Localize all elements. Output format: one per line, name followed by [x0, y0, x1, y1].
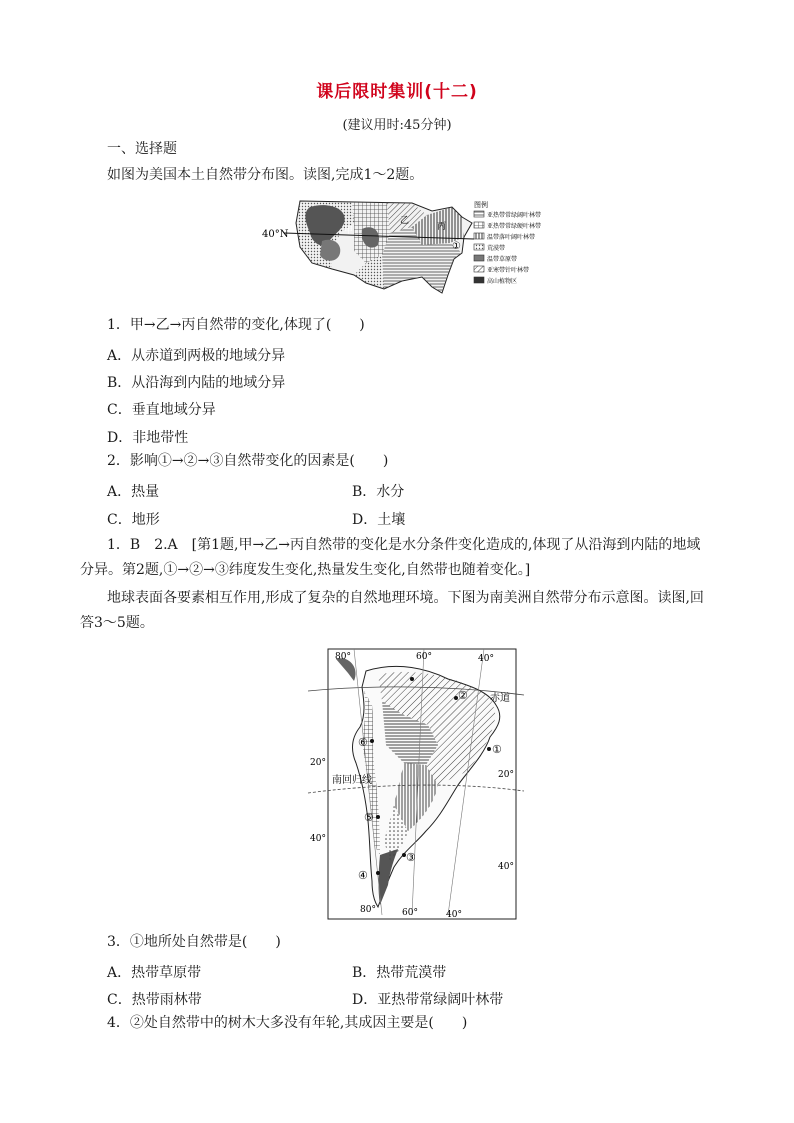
- question-3-stem: 3．①地所处自然带是( ): [107, 934, 281, 950]
- map2-marker-4: ④: [358, 869, 368, 882]
- map1-legend-item-6: 亚寒带针叶林带: [487, 267, 530, 274]
- question-1-option-a: A．从赤道到两极的地域分异: [107, 348, 286, 364]
- section-heading: 一、选择题: [107, 141, 177, 157]
- question-2-option-c: C．地形: [107, 512, 160, 528]
- question-3-option-a: A．热带草原带: [107, 965, 202, 981]
- page-subtitle: (建议用时:45分钟): [342, 118, 452, 133]
- map1-region-bing: 丙: [437, 222, 447, 232]
- map1-lat-label: 40°N: [262, 229, 289, 240]
- map2-top-label-60: 60°: [416, 652, 432, 662]
- map1-legend-item-5: 温带草原带: [487, 256, 518, 263]
- question-1-option-d: D．非地带性: [107, 430, 189, 446]
- intro-text-2-line-2: 答3～5题。: [80, 615, 154, 631]
- south-america-natural-zone-map: [308, 645, 524, 921]
- map1-legend-item-4: 荒漠带: [487, 245, 506, 252]
- map2-right-label-20: 20°: [498, 770, 514, 780]
- map2-bottom-label-40: 40°: [446, 910, 462, 920]
- map1-legend-title: 图例: [474, 201, 488, 209]
- map2-tropic-label: 南回归线: [332, 775, 372, 786]
- map1-region-jia: 甲: [344, 226, 354, 236]
- page-title: 课后限时集训(十二): [316, 82, 478, 102]
- map2-equator-label: 赤道: [490, 693, 510, 704]
- map2-top-label-40: 40°: [478, 654, 494, 664]
- map1-legend-item-7: 高山植物区: [487, 278, 518, 285]
- question-3-option-c: C．热带雨林带: [107, 992, 202, 1008]
- map1-legend-item-2: 亚热带常绿硬叶林带: [487, 223, 542, 230]
- question-1-option-c: C．垂直地域分异: [107, 402, 216, 418]
- map2-right-label-40: 40°: [498, 862, 514, 872]
- map1-region-yi: 乙: [400, 216, 410, 226]
- map2-left-label-20: 20°: [310, 758, 326, 768]
- map2-marker-5: ⑤: [364, 811, 374, 824]
- map2-bottom-label-60: 60°: [402, 908, 418, 918]
- question-4-stem: 4．②处自然带中的树木大多没有年轮,其成因主要是( ): [107, 1015, 468, 1031]
- map2-marker-1: ①: [492, 743, 502, 756]
- intro-text-2-line-1: 地球表面各要素相互作用,形成了复杂的自然地理环境。下图为南美洲自然带分布示意图。读图,回: [107, 590, 704, 606]
- question-2-option-b: B．水分: [352, 484, 405, 500]
- question-2-option-d: D．土壤: [352, 512, 406, 528]
- usa-natural-zone-map: [262, 193, 542, 305]
- question-2-stem: 2．影响①→②→③自然带变化的因素是( ): [107, 453, 389, 469]
- question-1-option-b: B．从沿海到内陆的地域分异: [107, 375, 286, 391]
- question-3-option-d: D．亚热带常绿阔叶林带: [352, 992, 504, 1008]
- intro-text-1: 如图为美国本土自然带分布图。读图,完成1～2题。: [107, 167, 424, 183]
- question-2-option-a: A．热量: [107, 484, 160, 500]
- map2-left-label-40: 40°: [310, 834, 326, 844]
- map2-marker-3: ③: [406, 851, 416, 864]
- map2-marker-6: ⑥: [358, 736, 368, 749]
- map1-legend-item-3: 温带落叶阔叶林带: [487, 234, 536, 241]
- map1-legend-item-1: 亚热带常绿阔叶林带: [487, 212, 542, 219]
- map2-marker-2: ②: [458, 689, 468, 702]
- map2-bottom-label-80: 80°: [360, 905, 376, 915]
- question-3-option-b: B．热带荒漠带: [352, 965, 447, 981]
- question-1-stem: 1．甲→乙→丙自然带的变化,体现了( ): [107, 317, 365, 333]
- answer-line-1: 1．B 2.A [第1题,甲→乙→丙自然带的变化是水分条件变化造成的,体现了从沿海到内陆的地域: [107, 537, 701, 553]
- map2-top-label-80: 80°: [335, 652, 351, 662]
- map1-marker-1: ①: [452, 241, 461, 252]
- answer-line-2: 分异。第2题,①→②→③纬度发生变化,热量发生变化,自然带也随着变化。]: [80, 562, 531, 578]
